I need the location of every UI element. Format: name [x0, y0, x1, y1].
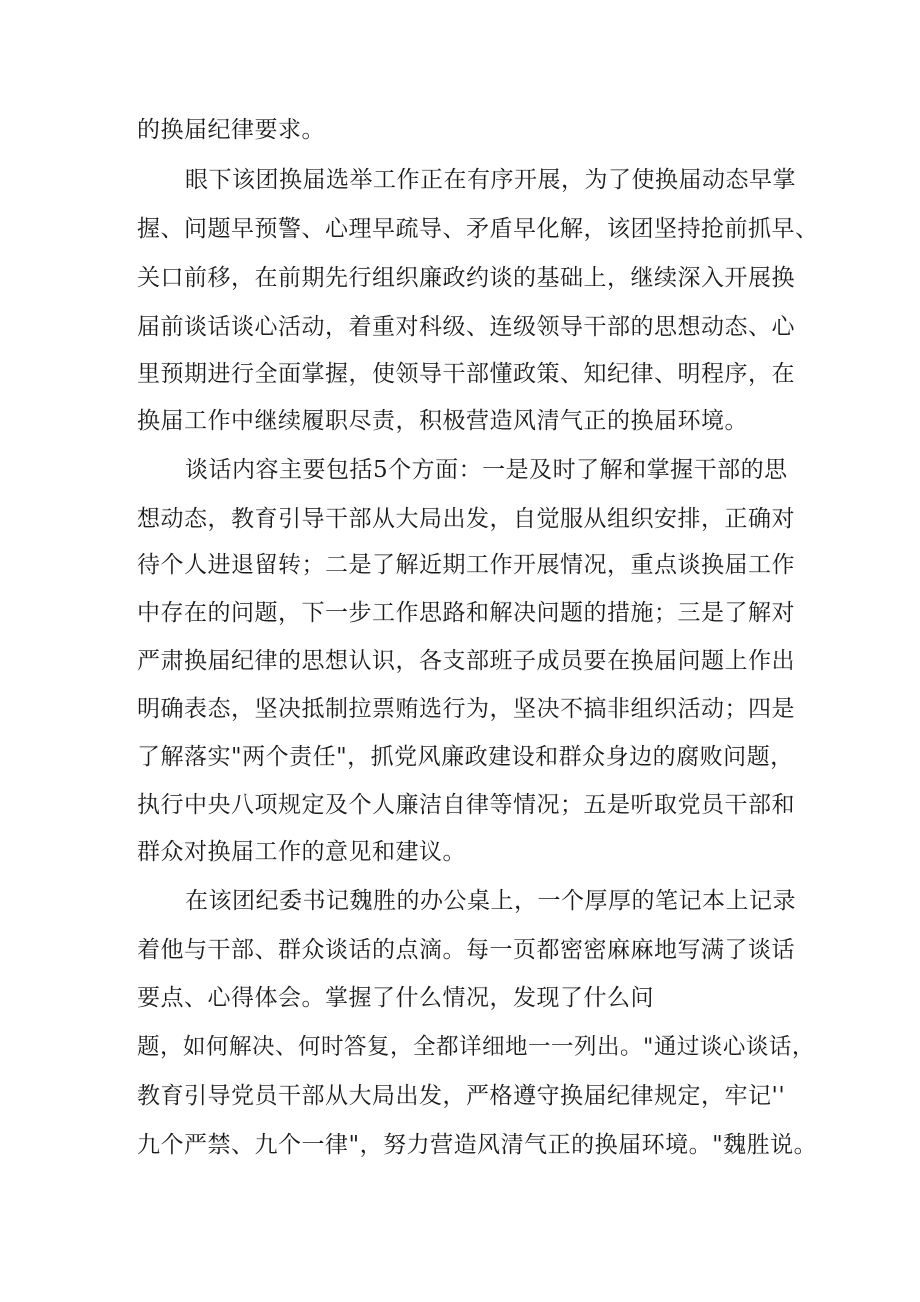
text-line: 里预期进行全面掌握，使领导干部懂政策、知纪律、明程序，在 [137, 361, 795, 387]
text-line: 了解落实"两个责任"，抓党风廉政建设和群众身边的腐败问题， [137, 744, 794, 770]
text-line: 执行中央八项规定及个人廉洁自律等情况；五是听取党员干部和 [137, 792, 795, 818]
text-line: 教育引导党员干部从大局出发，严格遵守换届纪律规定，牢记'' [137, 1083, 786, 1109]
paragraph-start-line: 在该团纪委书记魏胜的办公桌上，一个厚厚的笔记本上记录 [185, 888, 796, 914]
text-line: 关口前移，在前期先行组织廉政约谈的基础上，继续深入开展换 [137, 265, 795, 291]
paragraph-start-line: 谈话内容主要包括5个方面：一是及时了解和掌握干部的思 [185, 457, 788, 483]
text-line: 握、问题早预警、心理早疏导、矛盾早化解，该团坚持抢前抓早、 [137, 216, 819, 242]
text-line: 待个人进退留转；二是了解近期工作开展情况，重点谈换届工作 [137, 552, 795, 578]
text-line: 换届工作中继续履职尽责，积极营造风清气正的换届环境。 [137, 408, 748, 434]
text-line: 要点、心得体会。掌握了什么情况，发现了什么问 [137, 985, 654, 1011]
text-line: 群众对换届工作的意见和建议。 [137, 839, 466, 865]
text-line: 九个严禁、九个一律"，努力营造风清气正的换届环境。"魏胜说。 [137, 1132, 818, 1158]
text-line: 想动态，教育引导干部从大局出发，自觉服从组织安排，正确对 [137, 506, 795, 532]
text-line: 明确表态，坚决抵制拉票贿选行为，坚决不搞非组织活动；四是 [137, 696, 795, 722]
text-line: 的换届纪律要求。 [137, 117, 325, 143]
paragraph-start-line: 眼下该团换届选举工作正在有序开展，为了使换届动态早掌 [185, 167, 796, 193]
text-line: 中存在的问题，下一步工作思路和解决问题的措施；三是了解对 [137, 600, 795, 626]
text-line: 着他与干部、群众谈话的点滴。每一页都密密麻麻地写满了谈话 [137, 937, 795, 963]
text-line: 题，如何解决、何时答复，全都详细地一一列出。"通过谈心谈话， [137, 1034, 815, 1060]
text-line: 严肃换届纪律的思想认识，各支部班子成员要在换届问题上作出 [137, 648, 795, 674]
text-line: 届前谈话谈心活动，着重对科级、连级领导干部的思想动态、心 [137, 314, 795, 340]
